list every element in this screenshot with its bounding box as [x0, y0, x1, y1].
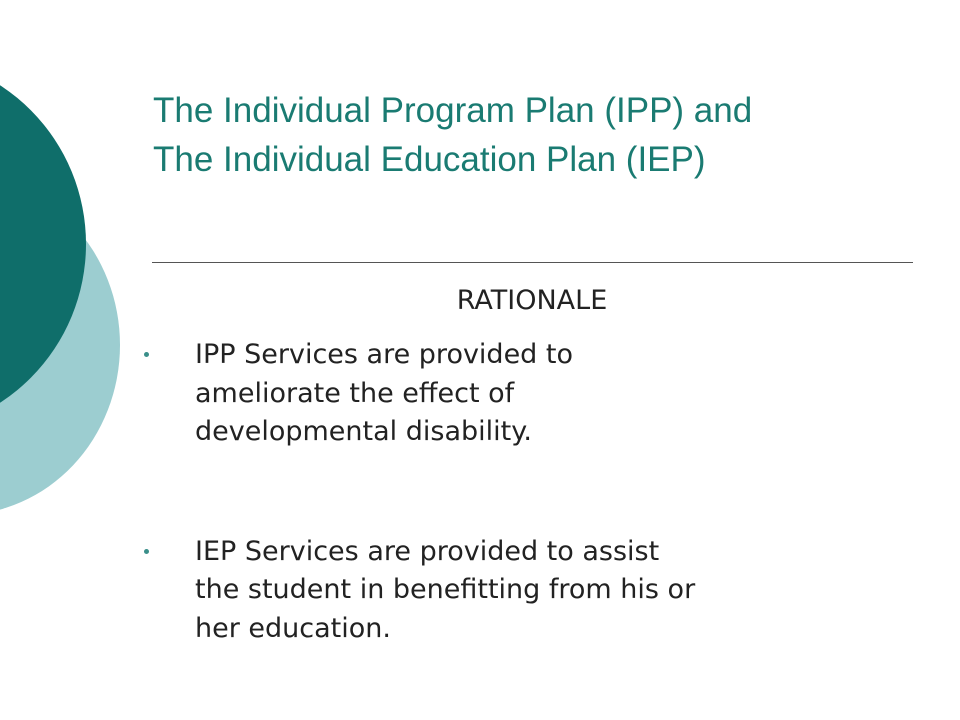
bullet-line: developmental disability. — [195, 416, 532, 447]
bullet-line: her education. — [195, 612, 391, 644]
section-heading: RATIONALE — [456, 285, 608, 316]
bullet-dot-icon — [144, 352, 149, 357]
bullet-item — [138, 533, 938, 649]
title-line: The Individual Program Plan (IPP) and — [153, 91, 753, 130]
slide-title — [153, 86, 943, 184]
bullet-list — [138, 336, 938, 648]
title-divider — [152, 262, 913, 263]
title-line: The Individual Education Plan (IEP) — [153, 140, 706, 179]
bullet-line: IEP Services are provided to assist — [195, 535, 660, 567]
bullet-line: ameliorate the effect of — [195, 377, 515, 409]
bullet-item — [138, 336, 938, 452]
bullet-dot-icon — [144, 549, 149, 554]
bullet-line: IPP Services are provided to — [195, 339, 574, 370]
bullet-line: the student in benefitting from his or — [195, 574, 696, 605]
